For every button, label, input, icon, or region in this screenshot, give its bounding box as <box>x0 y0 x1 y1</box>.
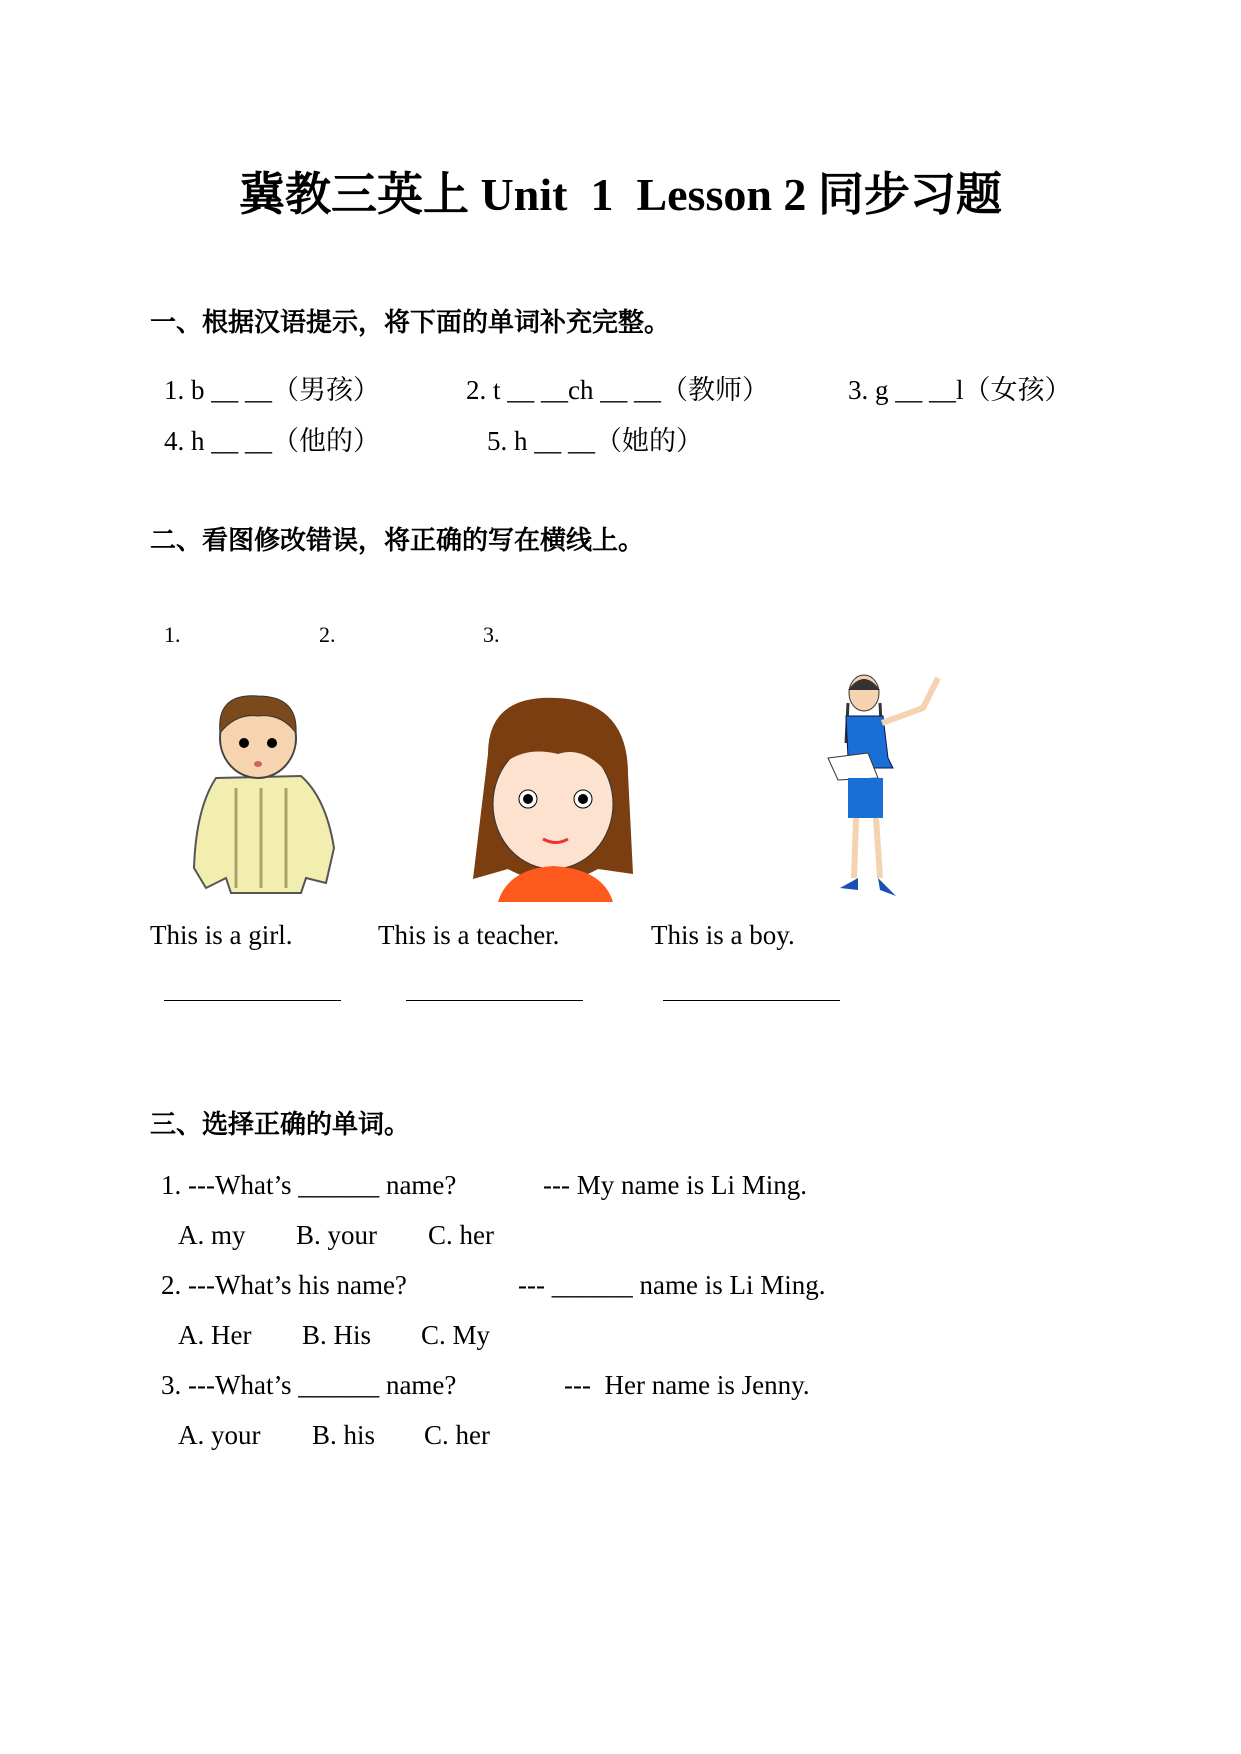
fill-item: 4. h __ __（他的） <box>164 426 380 456</box>
fill-item: 3. g __ __l（女孩） <box>848 375 1072 405</box>
option: B. his <box>312 1420 376 1450</box>
option: B. His <box>302 1320 372 1350</box>
answer-line <box>164 1000 341 1001</box>
fill-item: 2. t __ __ch __ __（教师） <box>466 375 769 405</box>
section1-heading: 一、根据汉语提示，将下面的单词补充完整。 <box>150 308 671 338</box>
section2-heading: 二、看图修改错误，将正确的写在横线上。 <box>150 526 645 556</box>
picture-number: 1. <box>164 622 181 647</box>
teacher-picture <box>818 668 953 902</box>
option: C. My <box>421 1320 491 1350</box>
option: A. Her <box>178 1320 252 1350</box>
option: A. my <box>178 1220 246 1250</box>
sentence: This is a boy. <box>651 920 795 950</box>
option: C. her <box>428 1220 494 1250</box>
fill-item: 5. h __ __（她的） <box>487 426 703 456</box>
answer-line <box>406 1000 583 1001</box>
sentence: This is a girl. <box>150 920 293 950</box>
answer: --- ______ name is Li Ming. <box>518 1270 826 1300</box>
answer: --- My name is Li Ming. <box>543 1170 807 1200</box>
option: A. your <box>178 1420 261 1450</box>
fill-item: 1. b __ __（男孩） <box>164 375 380 405</box>
question: 2. ---What’s his name? <box>161 1270 407 1300</box>
sentence: This is a teacher. <box>378 920 560 950</box>
section3-heading: 三、选择正确的单词。 <box>150 1110 411 1140</box>
answer-line <box>663 1000 840 1001</box>
question: 1. ---What’s ______ name? <box>161 1170 457 1200</box>
picture-number: 3. <box>483 622 500 647</box>
option: C. her <box>424 1420 490 1450</box>
question: 3. ---What’s ______ name? <box>161 1370 457 1400</box>
girl-picture <box>468 694 638 902</box>
picture-number: 2. <box>319 622 336 647</box>
boy-picture <box>186 688 338 902</box>
answer: --- Her name is Jenny. <box>564 1370 810 1400</box>
option: B. your <box>296 1220 377 1250</box>
page-title: 冀教三英上 Unit 1 Lesson 2 同步习题 <box>239 169 1002 220</box>
